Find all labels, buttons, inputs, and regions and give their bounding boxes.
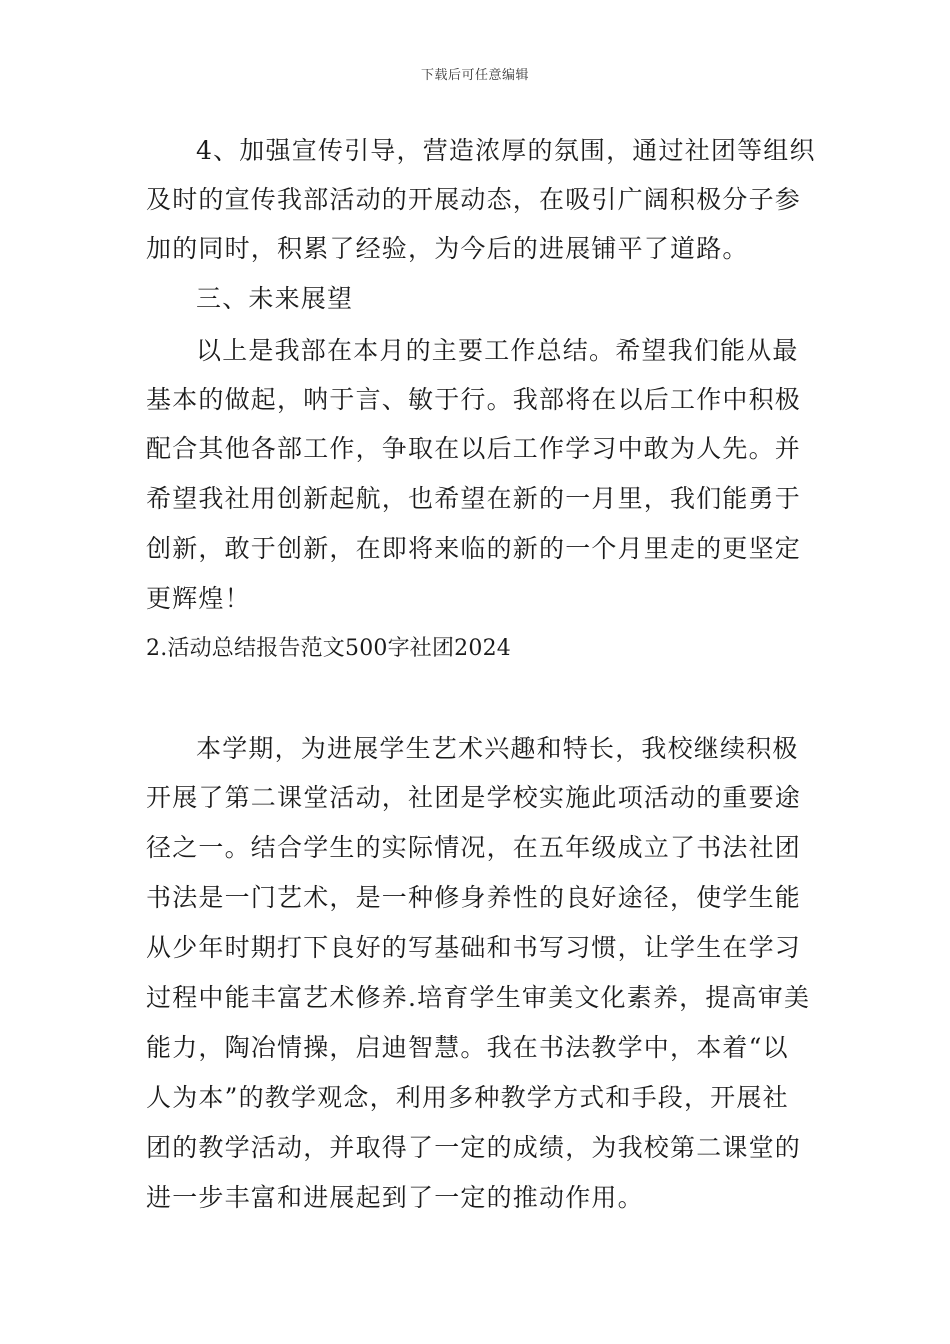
- paragraph-line: 进一步丰富和进展起到了一定的推动作用。: [146, 1183, 644, 1212]
- paragraph-line: 更辉煌！: [146, 584, 251, 613]
- paragraph-line: 4、加强宣传引导，营造浓厚的氛围，通过社团等组织: [196, 136, 816, 165]
- paragraph-line: 开展了第二课堂活动，社团是学校实施此项活动的重要途: [146, 783, 802, 812]
- paragraph-line: 团的教学活动，并取得了一定的成绩，为我校第二课堂的: [146, 1133, 802, 1162]
- header-note: 下载后可任意编辑: [420, 68, 529, 83]
- paragraph-line: 加的同时，积累了经验，为今后的进展铺平了道路。: [146, 234, 749, 263]
- paragraph-line: 从少年时期打下良好的写基础和书写习惯，让学生在学习: [146, 933, 802, 962]
- paragraph-line: 人为本”的教学观念，利用多种教学方式和手段，开展社: [146, 1083, 789, 1112]
- paragraph-line: 以上是我部在本月的主要工作总结。希望我们能从最: [196, 336, 799, 365]
- section-heading: 三、未来展望: [196, 284, 354, 313]
- paragraph-line: 配合其他各部工作，争取在以后工作学习中敢为人先。并: [146, 434, 802, 463]
- paragraph-line: 希望我社用创新起航，也希望在新的一月里，我们能勇于: [146, 484, 802, 513]
- paragraph-line: 及时的宣传我部活动的开展动态，在吸引广阔积极分子参: [146, 185, 802, 214]
- paragraph-line: 基本的做起，呐于言、敏于行。我部将在以后工作中积极: [146, 385, 802, 414]
- paragraph-line: 过程中能丰富艺术修养.培育学生审美文化素养，提高审美: [146, 983, 811, 1012]
- article-title: 2.活动总结报告范文500字社团2024: [146, 636, 511, 661]
- paragraph-line: 书法是一门艺术，是一种修身养性的良好途径，使学生能: [146, 883, 802, 912]
- paragraph-line: 创新，敢于创新，在即将来临的新的一个月里走的更坚定: [146, 534, 802, 563]
- paragraph-line: 本学期，为进展学生艺术兴趣和特长，我校继续积极: [196, 734, 799, 763]
- paragraph-line: 径之一。结合学生的实际情况，在五年级成立了书法社团: [146, 833, 802, 862]
- paragraph-line: 能力，陶冶情操，启迪智慧。我在书法教学中，本着“以: [146, 1033, 789, 1062]
